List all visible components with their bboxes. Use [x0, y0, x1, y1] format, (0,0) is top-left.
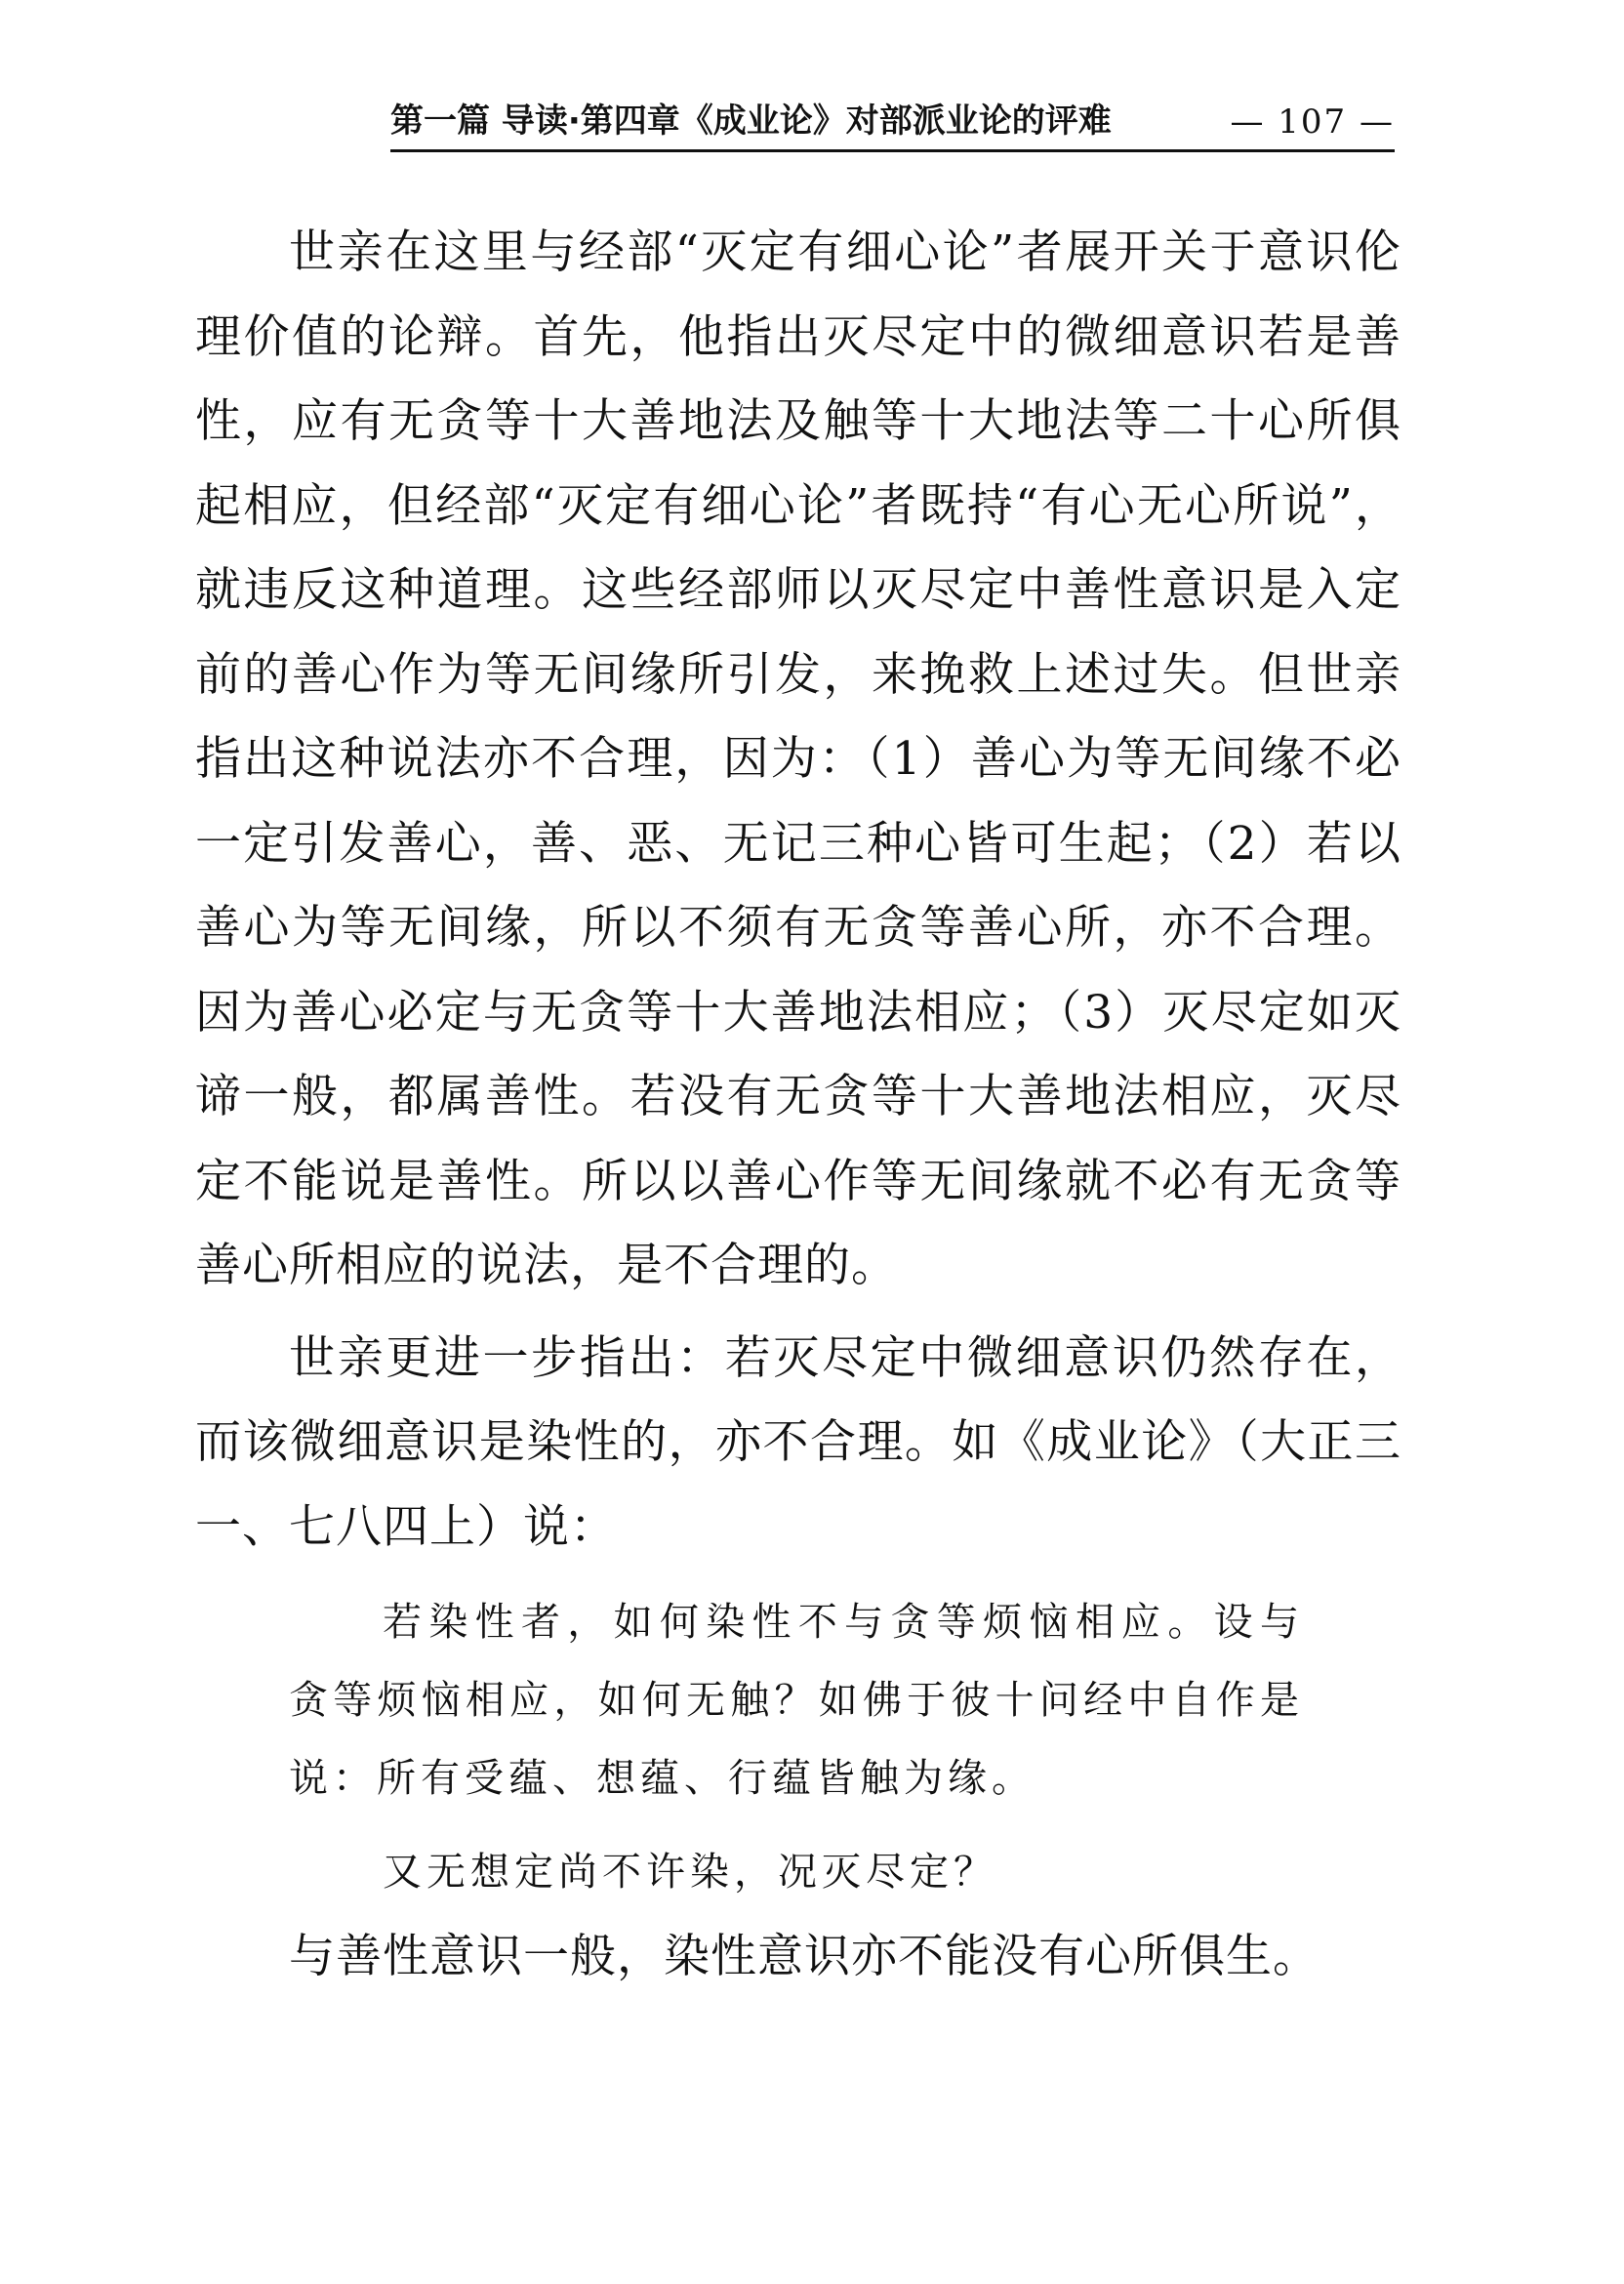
block-quote-line: 又无想定尚不许染，况灭尽定？ [383, 1850, 997, 1895]
body-text [195, 205, 1401, 2008]
page-number: — 107 — [1230, 102, 1395, 142]
paragraph: 世亲在这里与经部“灭定有细心论”者展开关于意识伦理价值的论辩。首先，他指出灭尽定中的微细意识若是善性，应有无贪等十大善地法及触等十大地法等二十心所俱起相应，但经部“灭定有细心论”者既持“有心无心所说”，就违反这种道理。这些经部师以灭尽定中善性意识是入定前的善心作为等无间缘所引发，来挽救上述过失。但世亲指出这种说法亦不合理，因为：（1）善心为等无间缘不必一定引发善心，善、恶、无记三种心皆可生起；（2）若以善心为等无间缘，所以不须有无贪等善心所，亦不合理。因为善心必定与无贪等十大善地法相应；（3）灭尽定如灭谛一般，都属善性。若没有无贪等十大善地法相应，灭尽定不能说是善性。所以以善心作等无间缘就不必有无贪等善心所相应的说法，是不合理的。 [195, 225, 1401, 1292]
paragraph: 与善性意识一般，染性意识亦不能没有心所俱生。 [289, 1930, 1320, 1983]
running-title: 第一篇 导读·第四章《成业论》对部派业论的评难 [390, 102, 1112, 141]
running-head [390, 94, 1395, 152]
block-quote: 若染性者，如何染性不与贪等烦恼相应。设与贪等烦恼相应，如何无触？如佛于彼十问经中自作是说：所有受蕴、想蕴、行蕴皆触为缘。 [289, 1600, 1304, 1801]
paragraph: 世亲更进一步指出：若灭尽定中微细意识仍然存在，而该微细意识是染性的，亦不合理。如《成业论》（大正三一、七八四上）说： [195, 1330, 1401, 1554]
